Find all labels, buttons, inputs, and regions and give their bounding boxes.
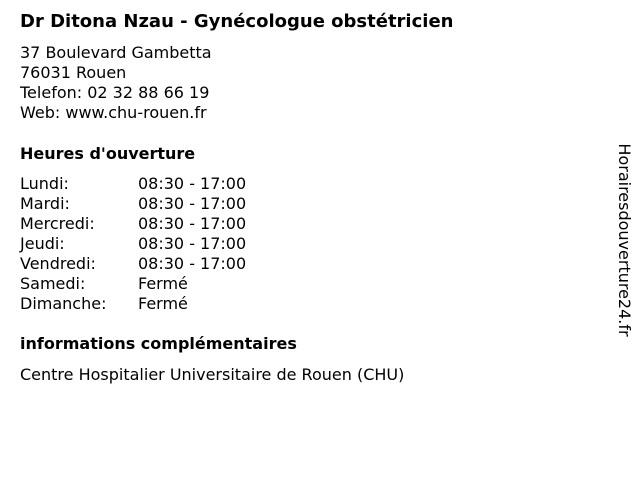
- hours-row-thursday: [20, 234, 246, 254]
- hours-value: Fermé: [138, 274, 188, 293]
- hours-value: 08:30 - 17:00: [138, 254, 247, 273]
- hours-row-friday: [20, 254, 246, 274]
- day-label: Mardi:: [20, 194, 70, 213]
- hours-value: Fermé: [138, 294, 188, 313]
- hours-value: 08:30 - 17:00: [138, 174, 247, 193]
- opening-hours-table: [20, 174, 246, 314]
- website-link: Web: www.chu-rouen.fr: [20, 103, 207, 122]
- day-label: Mercredi:: [20, 214, 95, 233]
- site-watermark: Horairesdouverture24.fr: [615, 143, 634, 337]
- hours-row-wednesday: [20, 214, 246, 234]
- page-title: Dr Ditona Nzau - Gynécologue obstétricien: [20, 11, 454, 32]
- hours-value: 08:30 - 17:00: [138, 234, 247, 253]
- hours-row-monday: [20, 174, 246, 194]
- hours-value: 08:30 - 17:00: [138, 214, 247, 233]
- day-label: Dimanche:: [20, 294, 107, 313]
- hours-row-tuesday: [20, 194, 246, 214]
- city-postal-code: 76031 Rouen: [20, 63, 127, 82]
- day-label: Samedi:: [20, 274, 86, 293]
- day-label: Jeudi:: [20, 234, 65, 253]
- additional-info-heading: informations complémentaires: [20, 334, 297, 353]
- address-block: [20, 43, 212, 123]
- opening-hours-heading: Heures d'ouverture: [20, 144, 196, 163]
- street-address: 37 Boulevard Gambetta: [20, 43, 212, 62]
- phone-number: Telefon: 02 32 88 66 19: [20, 83, 210, 102]
- day-label: Lundi:: [20, 174, 69, 193]
- hours-row-sunday: [20, 294, 246, 314]
- hours-value: 08:30 - 17:00: [138, 194, 247, 213]
- hours-row-saturday: [20, 274, 246, 294]
- day-label: Vendredi:: [20, 254, 96, 273]
- additional-info-text: Centre Hospitalier Universitaire de Rouen (CHU): [20, 365, 405, 384]
